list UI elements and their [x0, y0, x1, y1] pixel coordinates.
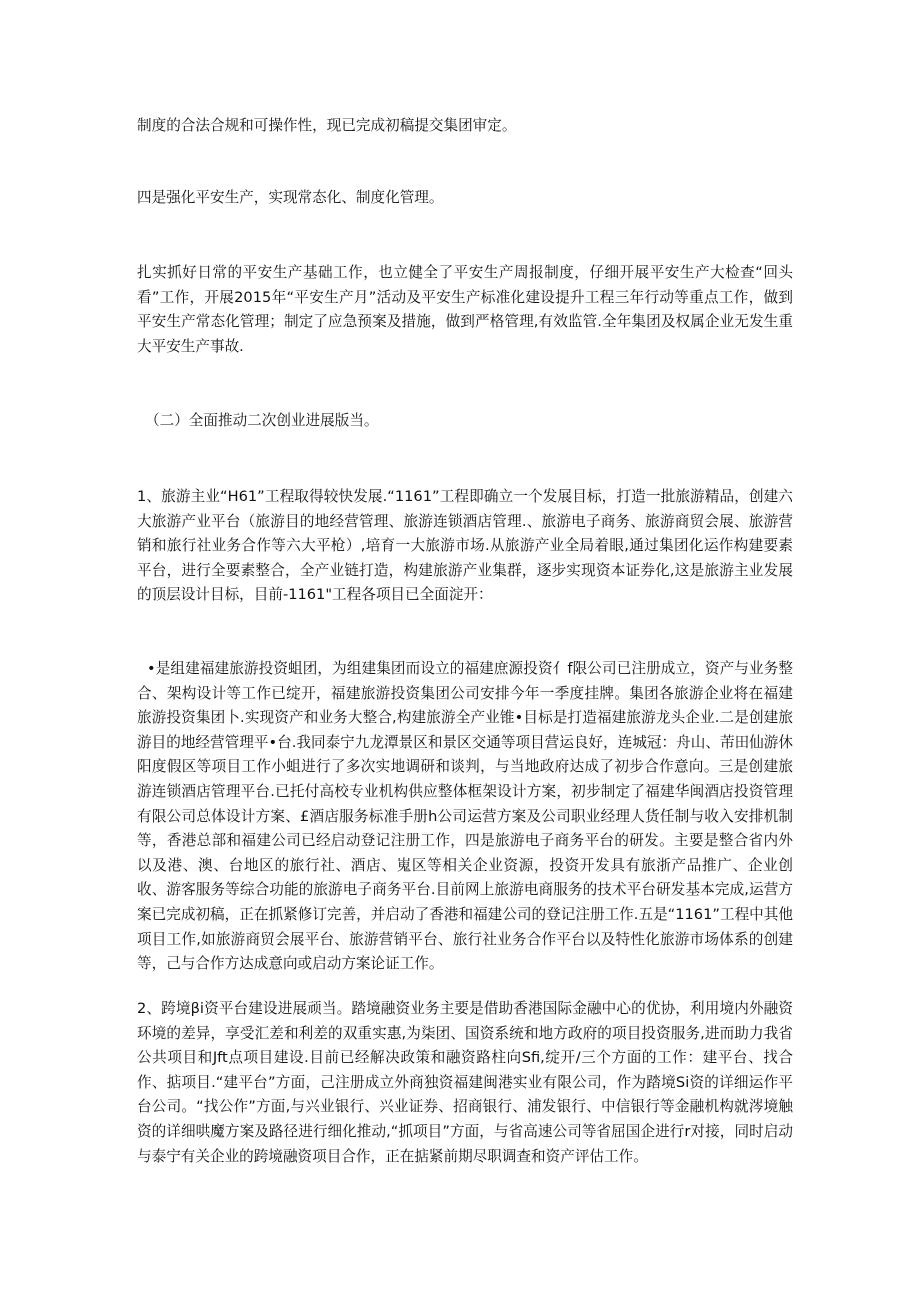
- paragraph-6: [137, 657, 793, 977]
- paragraph-2-heading: 四是强化平安生产，实现常态化、制度化管理。: [137, 189, 444, 206]
- paragraph-1: 制度的合法合规和可操作性，现已完成初稿提交集团审定。: [137, 117, 517, 134]
- paragraph-6-text: •是组建福建旅游投资蛆团，为组建集团而设立的福建庶源投资亻f限公司已注册成立，资产与业务整合、架构设计等工作已绽开，福建旅游投资集团公司安排今年一季度挂牌。集团各旅游企业将在福建旅游投资集团卜.实现资产和业务大整合,构建旅游全产业锥•目标是打造福建旅游龙头企业.二是创建旅游目的地经营管理平•台.我同泰宁九龙潭景区和景区交通等项目营运良好，连城冠：舟山、芾田仙游休阳度假区等项目工作小蛆进行了多次实地调研和谈判，与当地政府达成了初步合作意向。三是创建旅游连锁酒店管理平台.已托付高校专业机构供应整体框架设计方案，初步制定了福建华闽酒店投资管理有限公司总体设计方案、£酒店服务标准手册h公司运营方案及公司职业经理人货任制与收入安排机制等，香港总部和福建公司已经启动登记注册工作，四是旅游电子商务平台的研发。主要是整合省内外以及港、澳、台地区的旅行社、酒店、嵬区等相关企业资源，投资开发具有旅浙产品推广、企业创收、游客服务等综合功能的旅游电子商务平台.目前网上旅游电商服务的技术平台研发基本完成,运营方案已完成初稿，正在抓紧修订完善，并启动了香港和福建公司的登记注册工作.五是“1161”工程中其他项目工作,如旅游商贸会展平台、旅游营销平台、旅行社业务合作平台以及特性化旅游市场体系的创建等，己与合作方达成意向或启动方案论证工作。: [137, 660, 793, 973]
- paragraph-5: 1、旅游主业“H61”工程取得较快发展.“1161”工程即确立一个发展目标，打造一批旅游精品，创建六大旅游产业平台（旅游目的地经营管理、旅游连锁酒店管理.、旅游电子商务、旅游商贸会展、旅游营销和旅行社业务合作等六大平枪）,培育一大旅游市场.从旅游产业全局着眼,通过集团化运作构建要素平台，进行全要素整合，全产业链打造，构建旅游产业集群，逐步实现资本证券化,这是旅游主业发展的顶层设计目标，目前-1161"工程各项目已全面淀开：: [137, 488, 793, 604]
- paragraph-7: 2、跨境βi资平台建设进展顽当。踏境融资业务主要是借助香港国际金融中心的优协，利用境内外融资环境的差异，享受汇差和利差的双重实惠,为柒团、国资系统和地方政府的项目投资服务,进而助力我省公共项目和Jft点项目建设.目前已经解决政策和融资路柱向Sfi,绽开/三个方面的工作：建平台、找合作、掂项目.“建平台”方面，己注册成立外商独资福建闽港实业有限公司，作为踏境Si资的详细运作平台公司。“找公作”方面,与兴业银行、兴业证券、招商银行、浦发银行、中信银行等金融机构就涔境触资的详细哄魔方案及路径进行细化推动,“抓项目”方面，与省高速公司等省屈国企进行r对接，同时启动与泰宁有关企业的跨境融资项目合作，正在掂紧前期尽职调查和资产评估工作。: [137, 1000, 793, 1165]
- section-heading: （二）全面推动二次创业进展版当。: [145, 412, 379, 429]
- paragraph-3: 扎实抓好日常的平安生产基础工作，也立健全了平安生产周报制度，仔细开展平安生产大检查“回头看”工作，开展2015年“平安生产月”活动及平安生产标准化建设提升工程三年行动等重点工作，做到平安生产常态化管理；制定了应急预案及措施，做到严格管理,有效监管.全年集团及权属企业无发生重大平安生产事故.: [137, 264, 793, 355]
